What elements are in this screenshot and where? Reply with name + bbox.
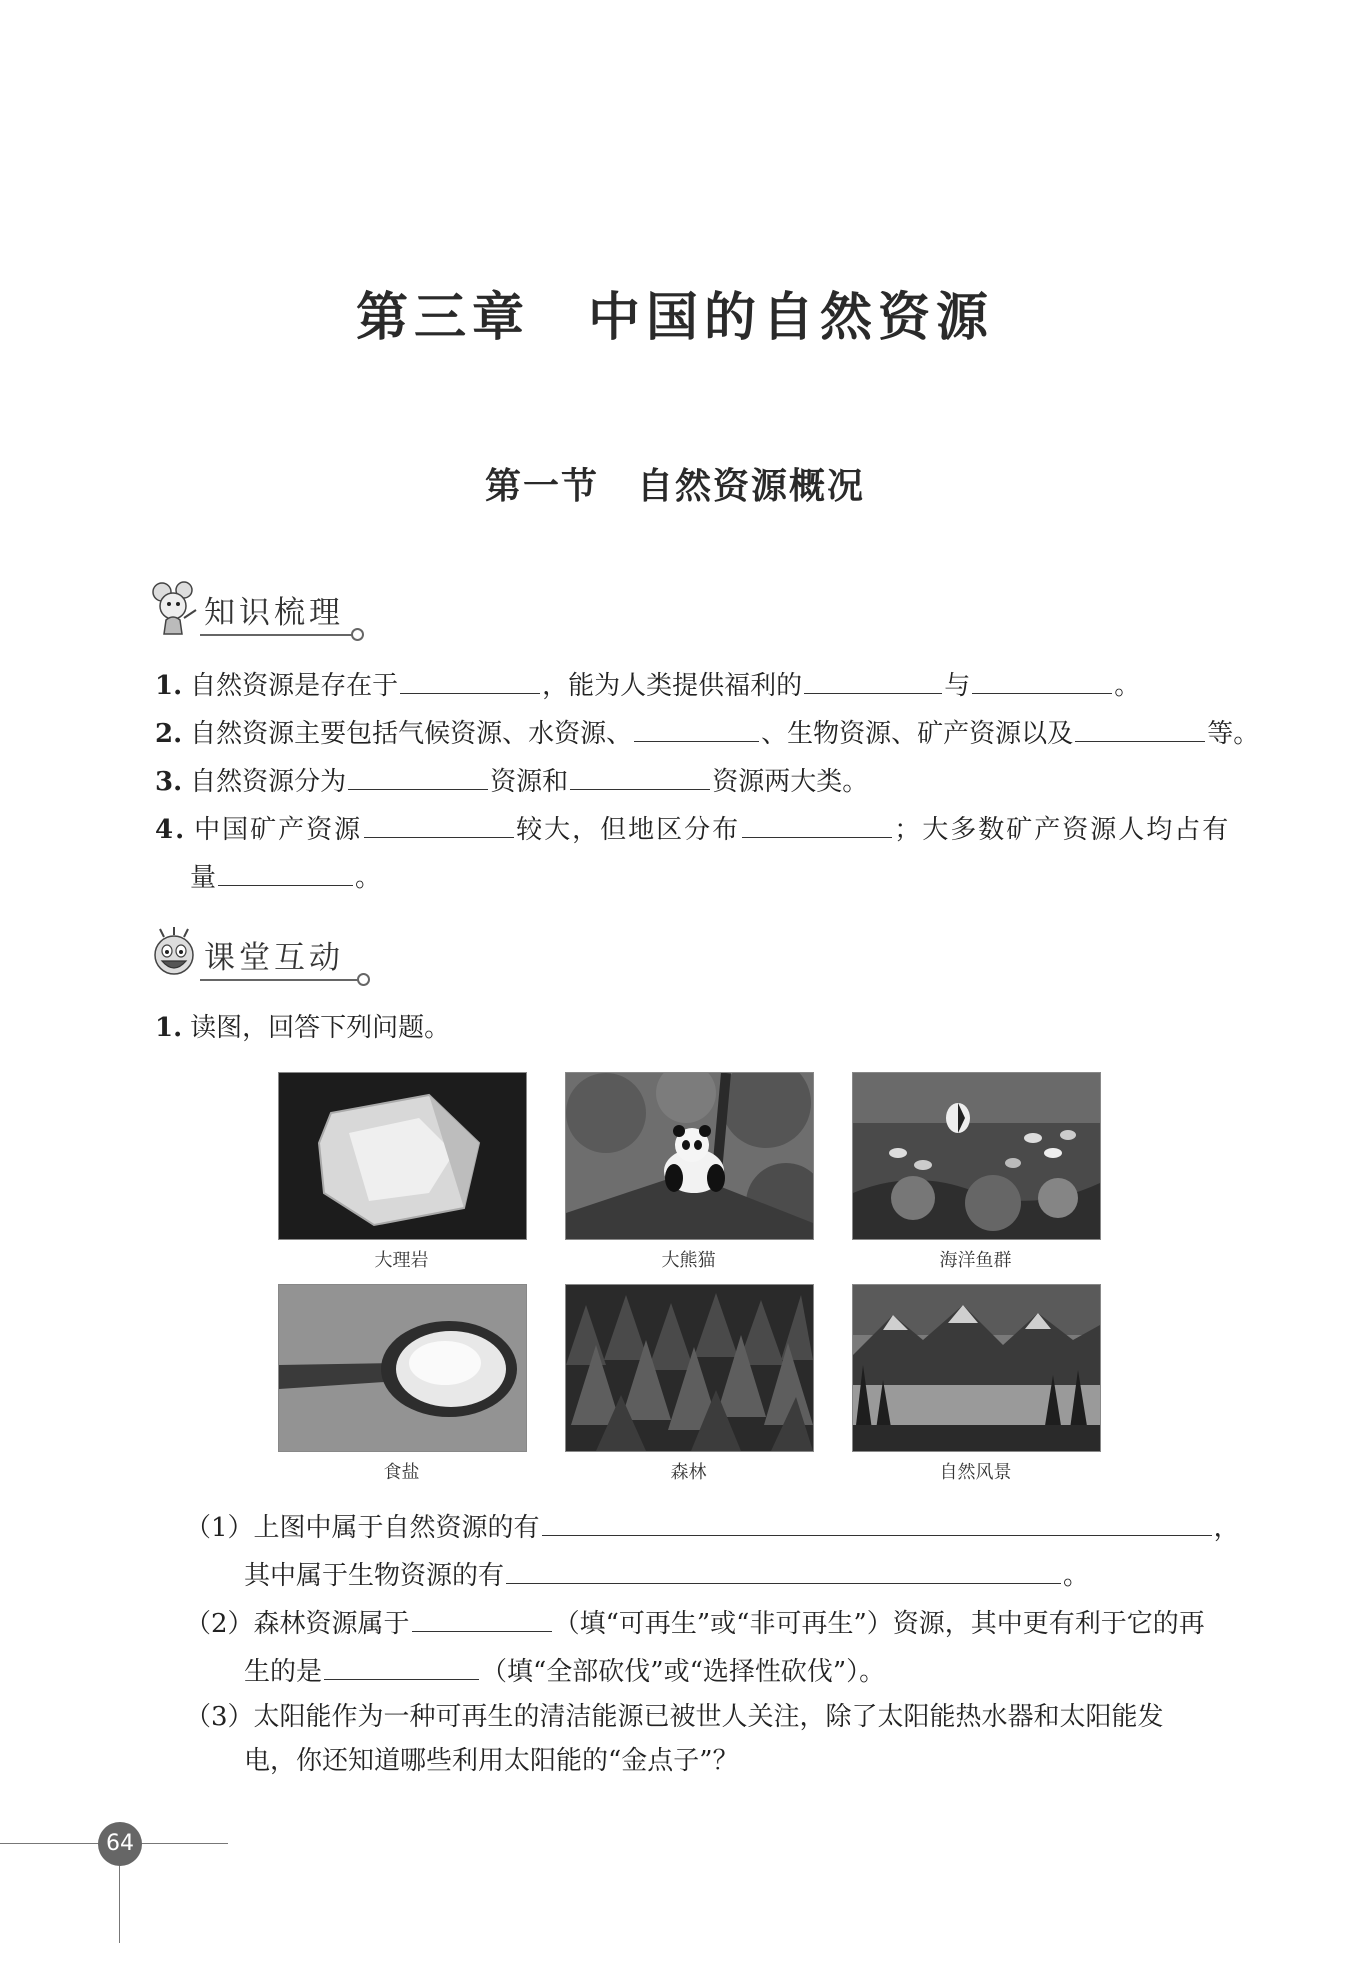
sub1-text-a: 上图中属于自然资源的有 [253,1513,540,1543]
sub2-text-c: 生的是 [244,1657,323,1687]
knowledge-q3 [155,759,868,802]
caption-panda: 大熊猫 [661,1250,716,1271]
marble-image [278,1072,527,1240]
q3-blank-2[interactable] [570,759,710,790]
q3-number: 3. [155,767,183,797]
q1-blank-1[interactable] [400,663,540,694]
q2-text-c: 等。 [1207,719,1260,749]
knowledge-q2 [155,711,1259,754]
landscape-image [852,1284,1101,1452]
panda-image [565,1072,814,1240]
q2-text-b: 、生物资源、矿产资源以及 [761,719,1074,749]
sub-question-1 [185,1505,1240,1548]
classroom-heading [148,925,360,981]
sub-question-1-cont [244,1553,1089,1596]
sub1-blank-2[interactable] [506,1553,1061,1584]
heading-underline-dot [357,973,370,986]
sub1-text-d: 。 [1063,1561,1090,1591]
caption-forest: 森林 [670,1462,707,1483]
heading-underline [200,634,354,636]
knowledge-q4-cont [190,855,381,898]
q2-blank-1[interactable] [634,711,759,742]
sub2-blank-1[interactable] [412,1601,552,1632]
q4-text-b: 较大，但地区分布 [516,815,741,845]
mouse-mascot-icon [148,580,200,636]
q4-text-e: 。 [355,863,382,893]
heading-underline-dot [351,628,364,641]
sub-question-3 [185,1697,1164,1737]
q4-text-a: 中国矿产资源 [194,815,363,845]
page-number: 64 [98,1822,142,1866]
q2-number: 2. [155,719,183,749]
caption-salt: 食盐 [383,1462,420,1483]
q1-blank-3[interactable] [972,663,1112,694]
q1-blank-2[interactable] [804,663,942,694]
q1-text-d: 。 [1114,671,1141,701]
sub1-text-b: ， [1213,1513,1240,1543]
q4-blank-1[interactable] [364,807,514,838]
q1-text-a: 自然资源是存在于 [190,671,399,701]
sub2-number: （2） [185,1609,254,1639]
sub-question-2 [185,1601,1205,1644]
knowledge-q4 [155,807,1230,850]
sub1-text-c: 其中属于生物资源的有 [244,1561,505,1591]
q1-text-b: ，能为人类提供福利的 [542,671,803,701]
classroom-q1-text: 读图，回答下列问题。 [190,1013,451,1043]
knowledge-q1 [155,663,1140,706]
q4-number: 4. [155,815,187,845]
q1-text-c: 与 [944,671,971,701]
classroom-q1 [155,1008,450,1048]
sub3-text-a: 太阳能作为一种可再生的清洁能源已被世人关注，除了太阳能热水器和太阳能发 [253,1702,1164,1732]
q3-text-b: 资源和 [490,767,569,797]
sub-question-2-cont [244,1649,885,1692]
caption-marble: 大理岩 [374,1250,429,1271]
fish-school-image [852,1072,1101,1240]
classroom-heading-text: 课堂互动 [204,940,344,976]
caption-fish-school: 海洋鱼群 [939,1250,1012,1271]
sub3-text-b: 电，你还知道哪些利用太阳能的“金点子”？ [244,1746,739,1776]
sub1-number: （1） [185,1513,254,1543]
q4-text-d: 量 [190,863,217,893]
q4-text-c: ；大多数矿产资源人均占有 [894,815,1231,845]
q4-blank-3[interactable] [218,855,353,886]
salt-spoon-image [278,1284,527,1452]
q1-number: 1. [155,671,183,701]
q3-blank-1[interactable] [348,759,488,790]
sub2-blank-2[interactable] [324,1649,479,1680]
q4-blank-2[interactable] [742,807,892,838]
q3-text-c: 资源两大类。 [712,767,869,797]
q2-text-a: 自然资源主要包括气候资源、水资源、 [190,719,633,749]
smiling-mascot-icon [148,925,200,981]
q3-text-a: 自然资源分为 [190,767,347,797]
sub2-text-a: 森林资源属于 [253,1609,410,1639]
knowledge-heading [148,580,354,636]
knowledge-heading-text: 知识梳理 [204,595,344,631]
sub3-number: （3） [185,1702,254,1732]
sub2-text-b: （填“可再生”或“非可再生”）资源，其中更有利于它的再 [553,1609,1205,1639]
q2-blank-2[interactable] [1075,711,1205,742]
forest-image [565,1284,814,1452]
section-title: 第一节 自然资源概况 [484,465,865,507]
chapter-title: 第三章 中国的自然资源 [355,288,994,348]
classroom-q1-number: 1. [155,1013,183,1043]
sub-question-3-cont [244,1741,739,1781]
caption-landscape: 自然风景 [939,1462,1012,1483]
sub1-blank-1[interactable] [542,1505,1212,1536]
sub2-text-d: （填“全部砍伐”或“选择性砍伐”）。 [481,1657,886,1687]
heading-underline [200,979,360,981]
